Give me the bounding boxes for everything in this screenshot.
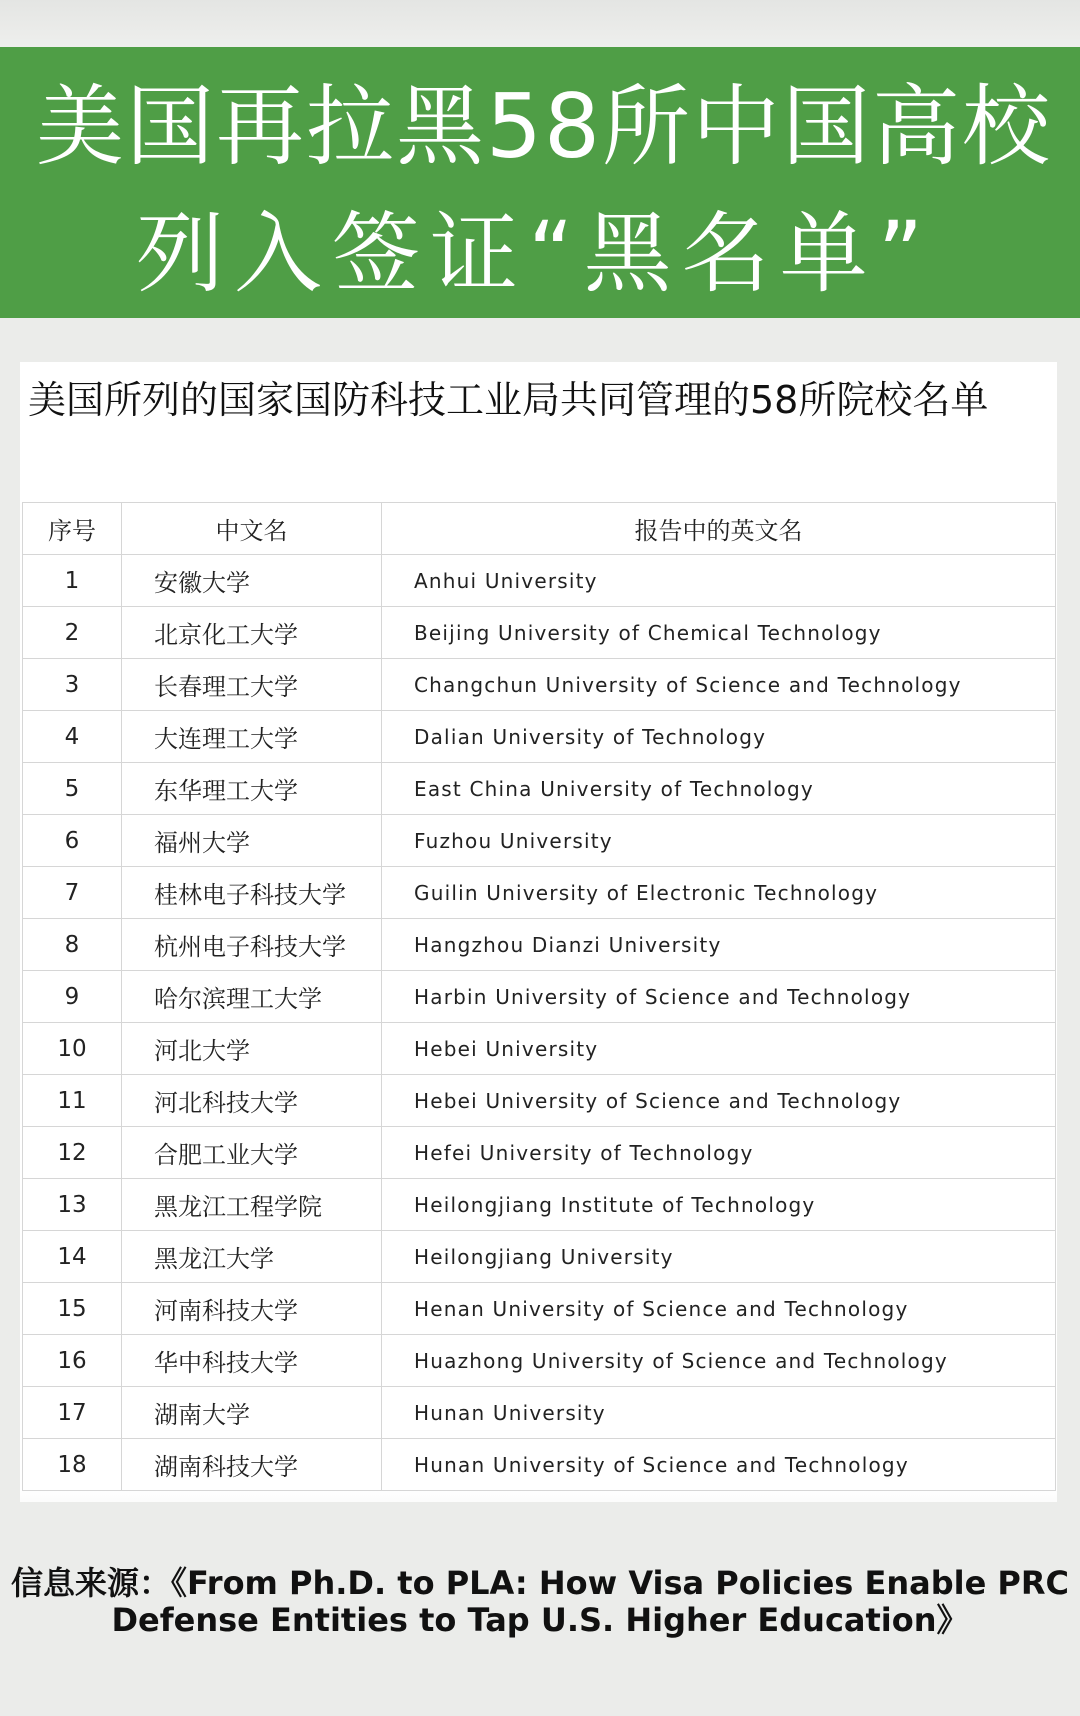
row-chinese-name: 合肥工业大学 [122,1127,382,1179]
row-english-name: Harbin University of Science and Technology [382,971,1056,1023]
row-chinese-name: 长春理工大学 [122,659,382,711]
row-number: 7 [23,867,122,919]
table-row [23,1127,1056,1179]
table-row [23,659,1056,711]
table-row [23,919,1056,971]
row-english-name: Anhui University [382,555,1056,607]
source-line-2: Defense Entities to Tap U.S. Higher Education》 [111,1601,969,1639]
row-chinese-name: 黑龙江工程学院 [122,1179,382,1231]
row-number: 17 [23,1387,122,1439]
source-caption [0,1565,1080,1639]
row-chinese-name: 哈尔滨理工大学 [122,971,382,1023]
row-chinese-name: 安徽大学 [122,555,382,607]
row-number: 9 [23,971,122,1023]
headline-banner [0,47,1080,318]
row-chinese-name: 湖南科技大学 [122,1439,382,1491]
row-chinese-name: 大连理工大学 [122,711,382,763]
row-english-name: Hunan University of Science and Technology [382,1439,1056,1491]
table-row [23,1179,1056,1231]
table-row [23,1231,1056,1283]
row-number: 10 [23,1023,122,1075]
row-chinese-name: 北京化工大学 [122,607,382,659]
row-number: 11 [23,1075,122,1127]
row-chinese-name: 桂林电子科技大学 [122,867,382,919]
headline-line-2: 列入签证“黑名单” [136,202,934,305]
row-chinese-name: 华中科技大学 [122,1335,382,1387]
row-chinese-name: 湖南大学 [122,1387,382,1439]
source-line-1: 信息来源：《From Ph.D. to PLA: How Visa Policies Enable PRC [10,1564,1070,1602]
row-number: 14 [23,1231,122,1283]
row-number: 8 [23,919,122,971]
table-row [23,1283,1056,1335]
row-chinese-name: 东华理工大学 [122,763,382,815]
row-chinese-name: 河北大学 [122,1023,382,1075]
row-number: 6 [23,815,122,867]
row-chinese-name: 杭州电子科技大学 [122,919,382,971]
header-num: 序号 [23,503,122,555]
row-english-name: Hebei University of Science and Technology [382,1075,1056,1127]
row-number: 4 [23,711,122,763]
row-number: 2 [23,607,122,659]
row-english-name: Dalian University of Technology [382,711,1056,763]
table-row [23,1387,1056,1439]
university-table [22,502,1056,1491]
row-number: 16 [23,1335,122,1387]
document-image [20,362,1057,1502]
row-number: 5 [23,763,122,815]
table-row [23,555,1056,607]
row-english-name: Beijing University of Chemical Technology [382,607,1056,659]
row-chinese-name: 河南科技大学 [122,1283,382,1335]
table-row [23,971,1056,1023]
row-number: 3 [23,659,122,711]
table-row [23,1335,1056,1387]
document-title: 美国所列的国家国防科技工业局共同管理的58所院校名单 [28,378,989,422]
row-chinese-name: 河北科技大学 [122,1075,382,1127]
table-header-row [23,503,1056,555]
row-english-name: Hunan University [382,1387,1056,1439]
row-english-name: Huazhong University of Science and Technology [382,1335,1056,1387]
row-number: 1 [23,555,122,607]
row-english-name: East China University of Technology [382,763,1056,815]
row-chinese-name: 黑龙江大学 [122,1231,382,1283]
table-body [23,555,1056,1491]
table-row [23,763,1056,815]
table-row [23,815,1056,867]
table-row [23,1075,1056,1127]
row-number: 13 [23,1179,122,1231]
bottom-fade [0,1490,1080,1560]
row-chinese-name: 福州大学 [122,815,382,867]
top-strip [0,0,1080,47]
table-row [23,1023,1056,1075]
row-english-name: Hangzhou Dianzi University [382,919,1056,971]
table-row [23,1439,1056,1491]
row-number: 12 [23,1127,122,1179]
row-number: 18 [23,1439,122,1491]
row-english-name: Hebei University [382,1023,1056,1075]
table-row [23,607,1056,659]
header-en: 报告中的英文名 [382,503,1056,555]
table-row [23,867,1056,919]
row-english-name: Henan University of Science and Technology [382,1283,1056,1335]
header-cn: 中文名 [122,503,382,555]
row-english-name: Heilongjiang University [382,1231,1056,1283]
row-english-name: Fuzhou University [382,815,1056,867]
row-number: 15 [23,1283,122,1335]
row-english-name: Guilin University of Electronic Technology [382,867,1056,919]
table-row [23,711,1056,763]
row-english-name: Hefei University of Technology [382,1127,1056,1179]
headline-line-1: 美国再拉黑58所中国高校 [36,75,1052,178]
row-english-name: Heilongjiang Institute of Technology [382,1179,1056,1231]
row-english-name: Changchun University of Science and Technology [382,659,1056,711]
